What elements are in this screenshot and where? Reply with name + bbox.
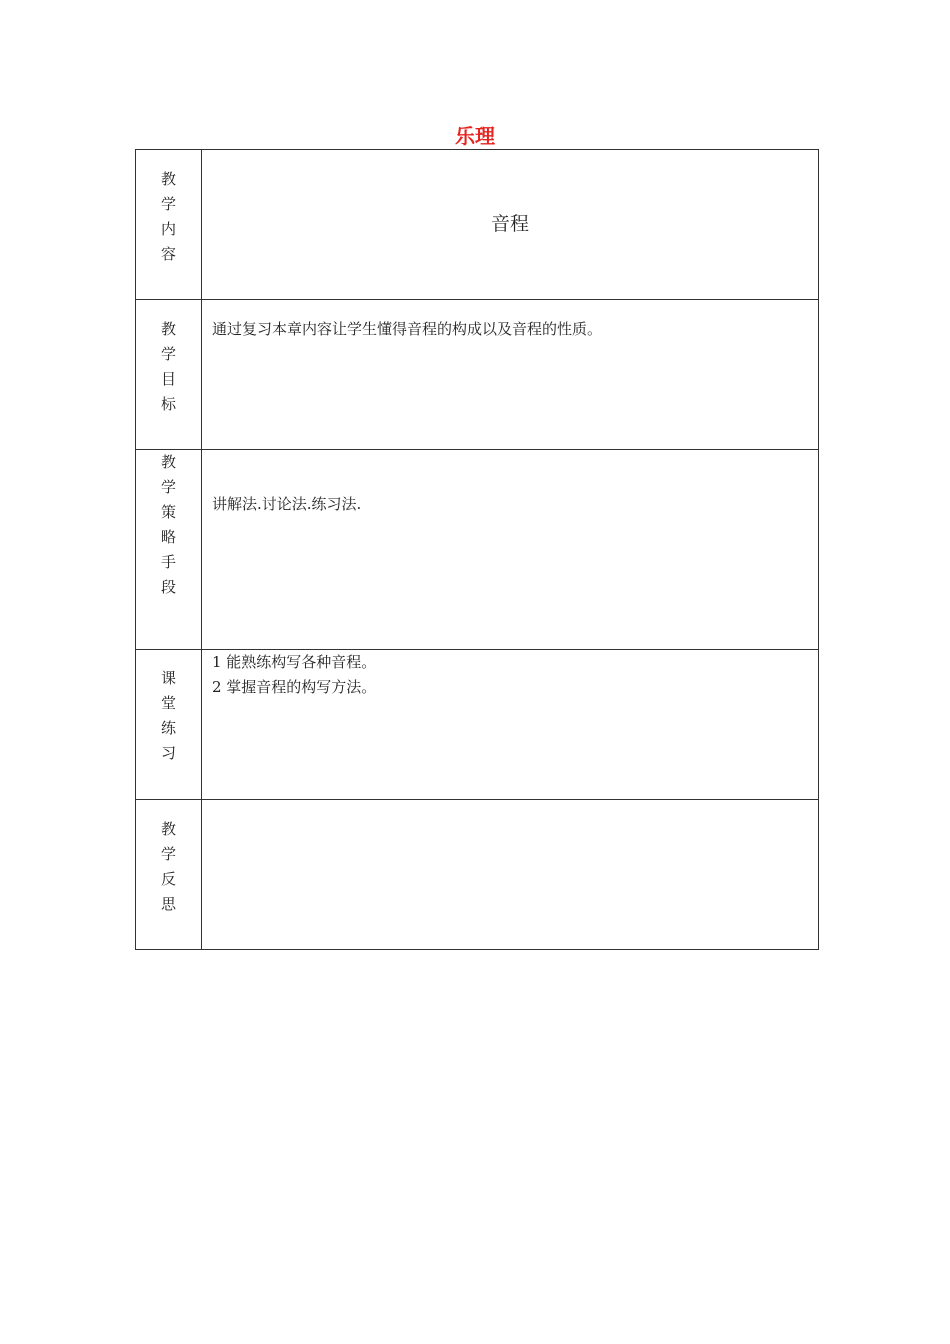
page-title: 乐理 bbox=[455, 124, 495, 148]
row-teaching-content bbox=[136, 150, 819, 300]
content-cell bbox=[202, 300, 819, 450]
goal-text: 通过复习本章内容让学生懂得音程的构成以及音程的性质。 bbox=[212, 320, 603, 338]
row-label: 教学内容 bbox=[160, 170, 176, 263]
lesson-plan-table bbox=[135, 149, 819, 950]
label-cell bbox=[136, 300, 202, 450]
content-cell bbox=[202, 450, 819, 650]
row-teaching-reflection bbox=[136, 800, 819, 950]
label-cell bbox=[136, 650, 202, 800]
label-cell bbox=[136, 150, 202, 300]
row-class-practice bbox=[136, 650, 819, 800]
lesson-topic: 音程 bbox=[490, 213, 529, 235]
label-cell bbox=[136, 800, 202, 950]
row-label: 教学目标 bbox=[160, 320, 176, 413]
label-cell bbox=[136, 450, 202, 650]
strategy-text: 讲解法.讨论法.练习法. bbox=[212, 495, 362, 513]
row-label: 教学反思 bbox=[160, 820, 176, 913]
row-label: 教学策略手段 bbox=[160, 453, 176, 596]
row-teaching-goal bbox=[136, 300, 819, 450]
content-cell bbox=[202, 150, 819, 300]
content-cell bbox=[202, 650, 819, 800]
practice-item: 1 能熟练构写各种音程。 bbox=[212, 653, 377, 671]
content-cell bbox=[202, 800, 819, 950]
row-label: 课堂练习 bbox=[160, 669, 176, 762]
row-teaching-strategy bbox=[136, 450, 819, 650]
practice-item: 2 掌握音程的构写方法。 bbox=[212, 678, 377, 696]
